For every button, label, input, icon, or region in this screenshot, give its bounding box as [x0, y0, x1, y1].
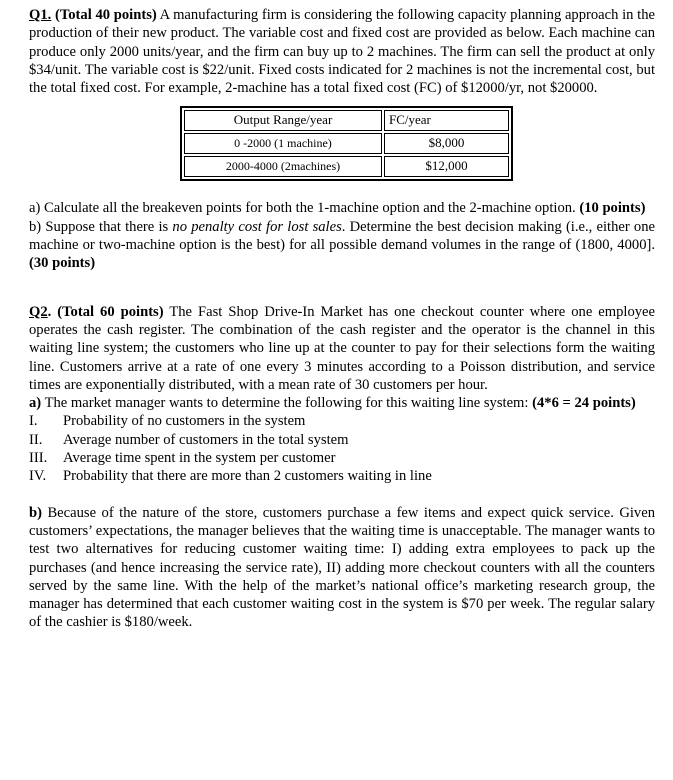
q1-part-a-text: a) Calculate all the breakeven points for both the 1-machine option and the 2-machine option. — [29, 200, 576, 217]
q2-part-b-label: b) — [29, 504, 42, 521]
list-item-text: Probability that there are more than 2 customers waiting in line — [63, 468, 432, 485]
list-item — [29, 467, 655, 485]
q1-part-b-points: (30 points) — [29, 255, 96, 272]
list-item-numeral: II. — [29, 431, 43, 448]
q2-part-a-text: The market manager wants to determine the following for this waiting line system: — [44, 395, 529, 412]
fixed-cost-table — [180, 106, 513, 181]
cell-range: 2000-4000 (2machines) — [184, 156, 382, 177]
q2-part-a — [29, 394, 655, 412]
list-item-numeral: IV. — [29, 468, 47, 485]
q2-text: The Fast Shop Drive-In Market has one checkout counter where one employee operates the cash register. The combination of the cash register and the operator is the channel in this waiting line system; the customers who line up at the counter to pay for their selections form the waiting line. Customers arrive at a rate of one every 3 minutes according to a Poisson distribution, and service times are exponentially distributed, with a mean rate of 30 customers per hour. — [29, 303, 656, 393]
q1-title — [29, 7, 157, 23]
q1-part-a — [29, 199, 655, 217]
q1-part-b-text: . Determine the best decision making (i.e., either one machine or two-machine option is the best) for all possible demand volumes in the range of (1800, 4000]. — [29, 218, 655, 254]
q2-number: Q2 — [29, 303, 48, 320]
cell-fc: $8,000 — [384, 133, 509, 154]
q1-part-a-points: (10 points) — [579, 200, 646, 217]
cell-fc: $12,000 — [384, 156, 509, 177]
list-item-text: Probability of no customers in the system — [63, 413, 306, 430]
q1-text: A manufacturing firm is considering the following capacity planning approach in the production of their new product. The variable cost and fixed cost are provided as below. Each machine can produce only 2000 units/year, and the firm can buy up to 2 machines. The firm can sell the product at only $34/unit. The variable cost is $22/unit. Fixed costs indicated for 2 machines is not the incremental cost, but the total fixed cost. For example, 2-machine has a total fixed cost (FC) of $12000/yr, not $20000. — [29, 7, 656, 97]
q1-paragraph — [29, 6, 655, 97]
list-item-numeral: III. — [29, 450, 48, 467]
cell-range: 0 -2000 (1 machine) — [184, 133, 382, 154]
q1-part-b-lead: b) Suppose that there is — [29, 218, 173, 235]
q1-part-b — [29, 218, 655, 273]
q2-part-a-label: a) — [29, 395, 42, 412]
q1-points: (Total 40 points) — [55, 7, 157, 23]
fixed-cost-table-container — [180, 106, 513, 181]
q2-part-b — [29, 504, 655, 632]
q2-part-b-text: Because of the nature of the store, customers purchase a few items and expect quick service. Given customers’ expectations, the manager believes that the waiting time is unacceptable. The manager wants to test two alternatives for reducing customer waiting time: I) adding extra employees to pack up the purchases (and hence increasing the service rate), II) adding more checkout counters with all the counters served by the same line. With the help of the market’s national office’s marketing research group, the manager has determined that each customer waiting cost in the system is $70 per week. The regular salary of the cashier is $180/week. — [29, 504, 655, 631]
list-item-text: Average time spent in the system per customer — [63, 450, 336, 467]
list-item-numeral: I. — [29, 413, 38, 430]
table-header-row — [184, 110, 509, 131]
list-item — [29, 449, 655, 467]
q2-points: . (Total 60 points) — [47, 303, 164, 320]
question-document — [29, 6, 655, 632]
list-item — [29, 431, 655, 449]
q2-paragraph — [29, 303, 655, 394]
list-item — [29, 412, 655, 430]
table-row — [184, 133, 509, 154]
q2-part-a-points: (4*6 = 24 points) — [532, 395, 636, 412]
q2-title — [29, 304, 164, 320]
q2-roman-list — [29, 412, 655, 485]
q1-number: Q1. — [29, 7, 52, 23]
table-row — [184, 156, 509, 177]
header-output-range: Output Range/year — [184, 110, 382, 131]
list-item-text: Average number of customers in the total system — [63, 431, 349, 448]
q1-part-b-italic: no penalty cost for lost sales — [172, 218, 342, 235]
header-fc-year: FC/year — [384, 110, 509, 131]
